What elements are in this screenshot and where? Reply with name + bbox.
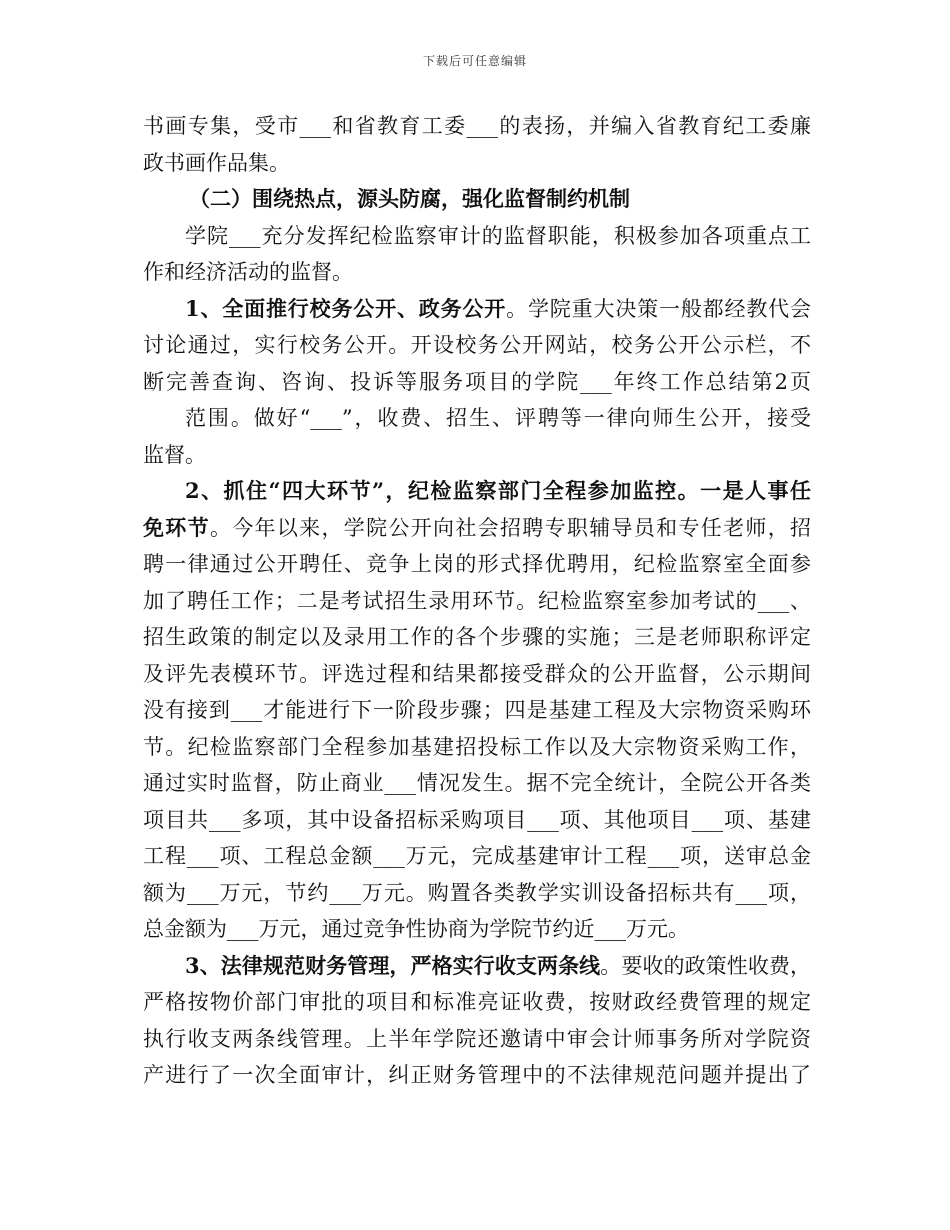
text-line: 书画专集，受市___和省教育工委___的表扬，并编入省教育纪工委廉 <box>143 114 811 138</box>
text-line: 工程___项、工程总金额___万元，完成基建审计工程___项，送审总金 <box>143 844 811 868</box>
text-line: 招生政策的制定以及录用工作的各个步骤的实施；三是老师职称评定 <box>143 625 811 649</box>
item-heading: 2、抓住“四大环节”，纪检监察部门全程参加监控。一是人事任 <box>185 478 811 503</box>
text-line: 总金额为___万元，通过竞争性协商为学院节约近___万元。 <box>143 917 689 941</box>
text-line: 产进行了一次全面审计，纠正财务管理中的不法律规范问题并提出了 <box>143 1063 811 1087</box>
paragraph-line <box>143 948 811 985</box>
text-line: 节。纪检监察部门全程参加基建招投标工作以及大宗物资采购工作， <box>143 734 811 759</box>
text-line: 加了聘任工作；二是考试招生录用环节。纪检监察室参加考试的___、 <box>143 588 811 613</box>
text-line: 讨论通过，实行校务公开。开设校务公开网站，校务公开公示栏，不 <box>143 333 811 357</box>
text-line: 学院___充分发挥纪检监察审计的监督职能，积极参加各项重点工 <box>185 223 811 248</box>
text-span: 。要收的政策性收费， <box>600 953 811 978</box>
text-line: 作和经济活动的监督。 <box>143 260 353 284</box>
text-line: 监督。 <box>143 442 206 467</box>
text-line: 没有接到___才能进行下一阶段步骤；四是基建工程及大宗物资采购环 <box>143 698 811 722</box>
text-line: 通过实时监督，防止商业___情况发生。据不完全统计，全院公开各类 <box>143 771 811 795</box>
text-line: 及评先表模环节。评选过程和结果都接受群众的公开监督，公示期间 <box>143 661 811 686</box>
section-heading: （二）围绕热点，源头防腐，强化监督制约机制 <box>189 186 630 211</box>
item-heading: 3、法律规范财务管理，严格实行收支两条线 <box>185 952 601 978</box>
text-line: 范围。做好“___”，收费、招生、评聘等一律向师生公开，接受 <box>185 406 811 430</box>
item-heading: 1、全面推行校务公开、政务公开 <box>185 295 507 321</box>
paragraph-line <box>143 291 811 328</box>
text-line: 严格按物价部门审批的项目和标准亮证收费，按财政经费管理的规定 <box>143 990 811 1014</box>
text-line: 断完善查询、咨询、投诉等服务项目的学院___年终工作总结第2页 <box>143 369 811 394</box>
text-span: 。今年以来，学院公开向社会招聘专职辅导员和专任老师，招 <box>209 515 811 540</box>
text-line: 项目共___多项，其中设备招标采购项目___项、其他项目___项、基建 <box>143 807 811 832</box>
text-line: 聘一律通过公开聘任、竞争上岗的形式择优聘用，纪检监察室全面参 <box>143 552 811 576</box>
text-line: 额为___万元，节约___万元。购置各类教学实训设备招标共有___项， <box>143 880 811 905</box>
document-body <box>143 108 811 1094</box>
paragraph-line <box>143 510 811 547</box>
text-line: 政书画作品集。 <box>143 150 290 175</box>
page-header: 下载后可任意编辑 <box>422 54 527 68</box>
text-line: 执行收支两条线管理。上半年学院还邀请中审会计师事务所对学院资 <box>143 1026 811 1051</box>
item-heading-continued: 免环节 <box>143 514 210 540</box>
text-span: 。学院重大决策一般都经教代会 <box>506 296 811 321</box>
